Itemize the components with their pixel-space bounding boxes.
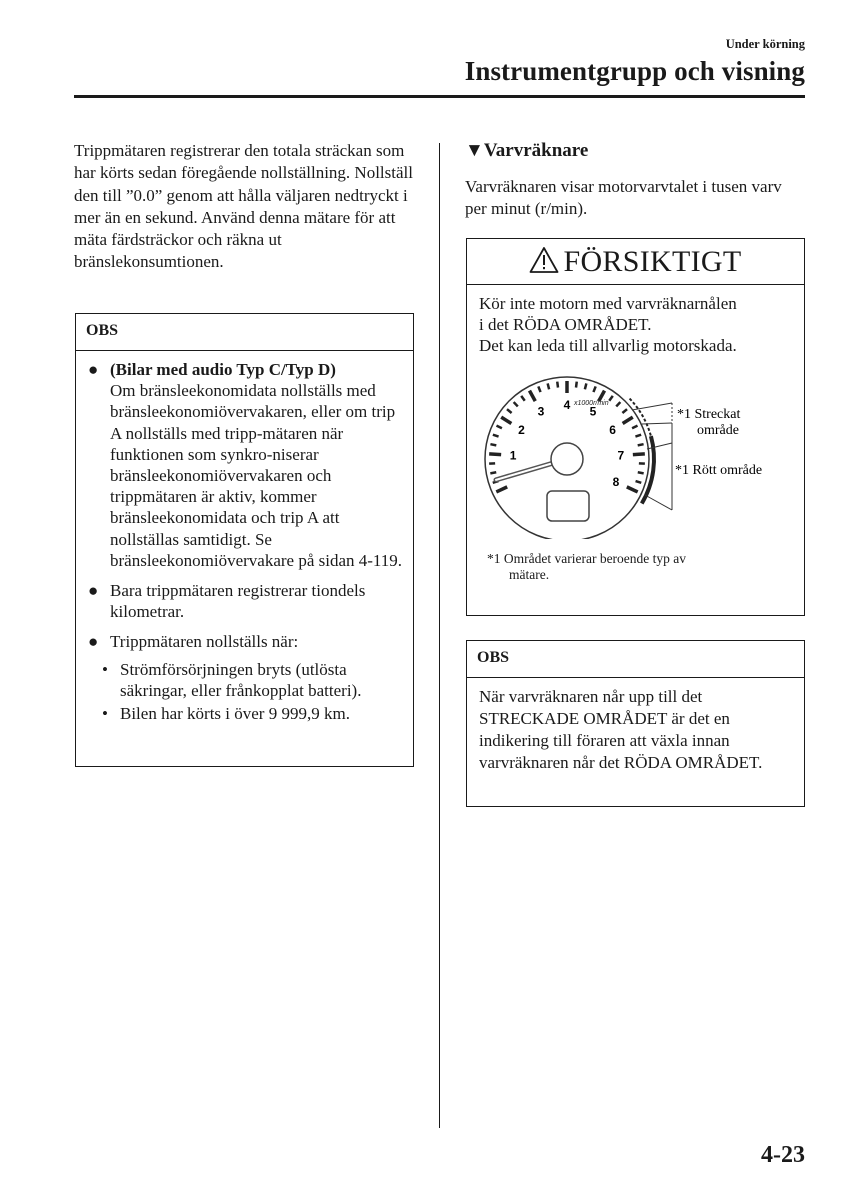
gauge-tick-label: 5 <box>589 404 597 419</box>
gauge-hub <box>551 443 583 475</box>
gauge-minor-tick <box>638 444 644 445</box>
gauge-unit-label: x1000r/min <box>574 400 609 407</box>
obs-body <box>76 351 413 724</box>
obs-heading: OBS <box>76 314 413 351</box>
obs-heading: OBS <box>467 641 804 678</box>
heading-marker-icon: ▼ <box>465 140 484 161</box>
callout-dashed-label: område <box>697 423 739 438</box>
gauge-minor-tick <box>593 386 595 392</box>
list-item <box>86 580 403 622</box>
gauge-minor-tick <box>609 396 613 401</box>
callout-line <box>642 423 672 424</box>
caution-line: i det RÖDA OMRÅDET. <box>479 315 652 334</box>
sub-list-item <box>86 703 403 724</box>
page-number: 4-23 <box>761 1142 805 1168</box>
caution-line: Kör inte motorn med varvräknarnålen <box>479 294 737 313</box>
footnote-line: mätare. <box>509 567 550 582</box>
column-divider <box>439 143 440 1128</box>
callout-line <box>632 403 672 410</box>
gauge-minor-tick <box>622 409 627 413</box>
sub-bullet-text: Bilen har körts i över 9 999,9 km. <box>120 704 350 724</box>
gauge-minor-tick <box>557 382 558 388</box>
obs-note-left <box>75 313 414 767</box>
gauge-minor-tick <box>521 396 525 401</box>
trip-meter-intro: Trippmätaren registrerar den totala sträckan som har körts sedan föregående nollställning. Nollställ den till ”0.0” genom att hålla väljaren nedtryckt i mer än en sekund. Använd denna mätare för att mäta färdsträckor och räkna ut bränslekonsumtionen. <box>74 141 413 272</box>
caution-heading <box>467 239 804 285</box>
gauge-display-window <box>547 491 589 521</box>
bullet-icon: ● <box>88 632 99 652</box>
gauge-tick-label: 3 <box>537 404 545 419</box>
gauge-minor-tick <box>507 409 512 413</box>
gauge-minor-tick <box>636 481 642 483</box>
caution-box <box>466 238 805 616</box>
footnote-line: *1 Området varierar beroende typ av <box>487 551 687 566</box>
gauge-footnote <box>487 551 686 583</box>
obs-note-right <box>466 640 805 807</box>
tachometer-intro: Varvräknaren visar motorvarvtalet i tusen varv per minut (r/min). <box>465 177 782 218</box>
gauge-minor-tick <box>514 402 518 406</box>
bullet-text: Om bränsleekonomidata nollställs med bränsleekonomiövervakaren, eller om trip A nollställs med tripp-mätaren när funktionen som synkro-niserar bränsleekonomiövervakaren och trippmätaren är aktiv, kommer bränsleekonomidata och trip A att nollställas samtidigt. Se bränsleekonomiövervakare på sidan 4-119. <box>110 381 403 570</box>
gauge-minor-tick <box>490 472 496 473</box>
sub-bullet-icon: • <box>102 659 108 679</box>
callout-dashed-label: *1 Streckat <box>677 407 741 422</box>
sub-list-item <box>86 659 403 701</box>
page-title: Instrumentgrupp och visning <box>464 56 805 86</box>
gauge-minor-tick <box>576 382 577 388</box>
sub-bullet-icon: • <box>102 704 108 724</box>
obs-body: När varvräknaren når upp till det STRECKADE OMRÅDET är det en indikering till föraren att växla innan varvräknaren når det RÖDA OMRÅDET. <box>479 687 763 772</box>
caution-line: Det kan leda till allvarlig motorskada. <box>479 336 737 355</box>
gauge-minor-tick <box>496 426 501 429</box>
gauge-tick-label: 8 <box>612 474 620 489</box>
gauge-tick-label: 4 <box>563 398 571 412</box>
title-rule <box>74 95 805 98</box>
gauge-minor-tick <box>490 444 496 445</box>
bullet-text: Trippmätaren nollställs när: <box>110 632 299 652</box>
gauge-tick-label: 7 <box>617 448 625 463</box>
gauge-major-tick <box>633 454 645 455</box>
callout-line <box>645 495 672 510</box>
gauge-major-tick <box>627 487 638 492</box>
gauge-minor-tick <box>585 383 586 389</box>
section-label: Under körning <box>725 37 805 51</box>
warning-triangle-icon <box>529 246 559 274</box>
gauge-minor-tick <box>635 435 641 437</box>
gauge-tick-label: 2 <box>518 422 525 437</box>
bullet-text: Bara trippmätaren registrerar tiondels kilometrar. <box>110 581 366 622</box>
gauge-minor-tick <box>616 402 620 406</box>
gauge-minor-tick <box>493 435 499 437</box>
tachometer-illustration <box>467 369 804 539</box>
list-item <box>86 631 403 652</box>
gauge-minor-tick <box>632 426 637 429</box>
bullet-icon: ● <box>88 581 99 601</box>
gauge-major-tick <box>496 487 507 492</box>
bullet-icon: ● <box>88 360 99 379</box>
bullet-bold: (Bilar med audio Typ C/Typ D) <box>110 360 336 379</box>
list-item <box>86 359 403 571</box>
gauge-minor-tick <box>538 386 540 392</box>
gauge-major-tick <box>501 417 511 423</box>
tachometer-heading <box>465 140 588 162</box>
gauge-minor-tick <box>638 472 644 473</box>
gauge-major-tick <box>489 454 501 455</box>
gauge-major-tick <box>623 417 633 423</box>
gauge-minor-tick <box>548 383 549 389</box>
gauge-tick-label: 6 <box>609 422 616 437</box>
sub-bullet-text: Strömförsörjningen bryts (utlösta säkringar, eller frånkopplat batteri). <box>120 659 362 700</box>
gauge-major-tick <box>529 391 535 402</box>
callout-red-label: *1 Rött område <box>675 463 763 478</box>
gauge-tick-label: 1 <box>509 448 517 463</box>
caution-title: FÖRSIKTIGT <box>563 245 742 278</box>
heading-text: Varvräknare <box>483 140 589 161</box>
caution-text <box>467 285 804 356</box>
